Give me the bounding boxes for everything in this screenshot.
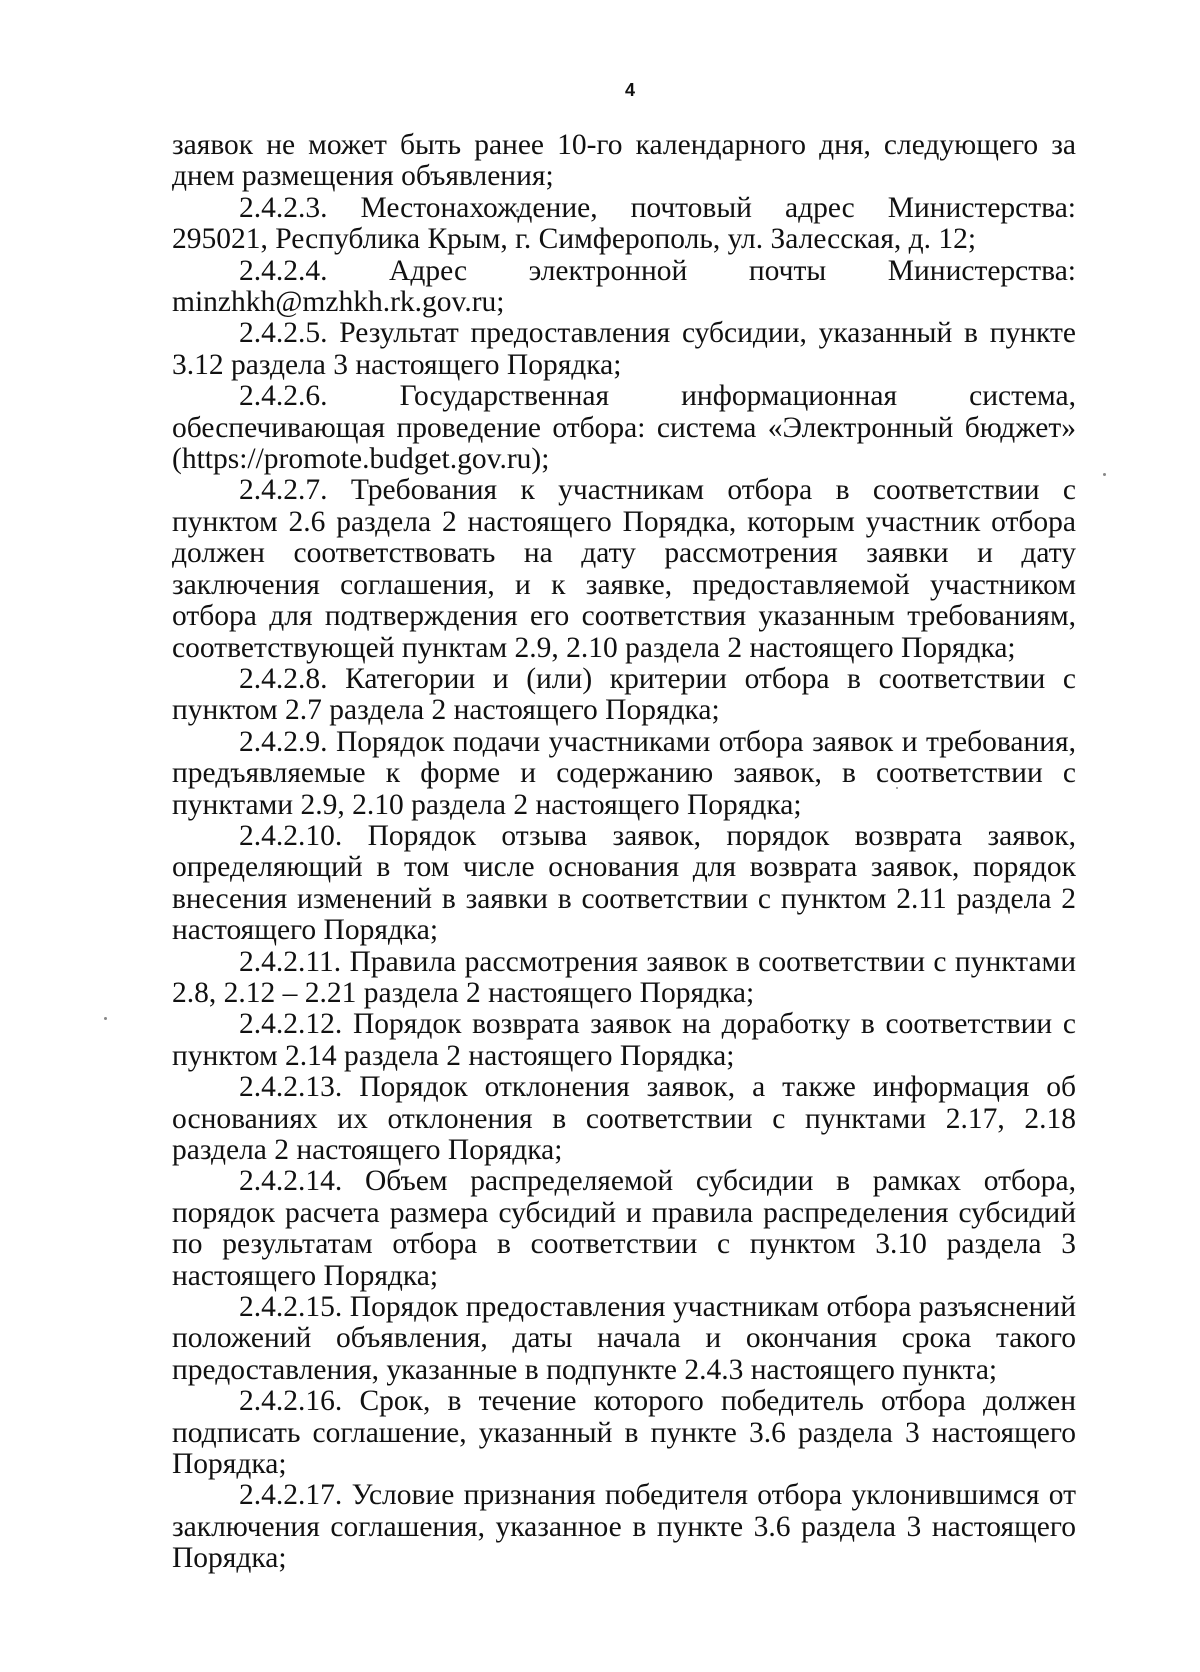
paragraph-2-4-2-3: 2.4.2.3. Местонахождение, почтовый адрес Министерства: 295021, Республика Крым, г. Симферополь, ул. Залесская, д. 12;: [172, 191, 1076, 256]
paragraph-2-4-2-11: 2.4.2.11. Правила рассмотрения заявок в соответствии с пунктами 2.8, 2.12 – 2.21 раздела 2 настоящего Порядка;: [172, 945, 1076, 1009]
paragraph-2-4-2-12: 2.4.2.12. Порядок возврата заявок на доработку в соответствии с пунктом 2.14 раздела 2 настоящего Порядка;: [172, 1008, 1076, 1072]
paragraph-2-4-2-4: 2.4.2.4. Адрес электронной почты Министерства: minzhkh@mzhkh.rk.gov.ru;: [172, 254, 1076, 319]
paragraph-2-4-2-7: 2.4.2.7. Требования к участникам отбора в соответствии с пунктом 2.6 раздела 2 настоящего Порядка, которым участник отбора должен соответствовать на дату рассмотрения заявки и дату заключения соглашения, и к заявке, предоставляемой участником отбора для подтверждения его соответствия указанным требованиям, соответствующей пунктам 2.9, 2.10 раздела 2 настоящего Порядка;: [172, 474, 1076, 664]
page-number: 4: [624, 80, 635, 100]
scan-speck: [1103, 473, 1106, 476]
paragraph-2-4-2-8: 2.4.2.8. Категории и (или) критерии отбора в соответствии с пунктом 2.7 раздела 2 настоящего Порядка;: [172, 662, 1076, 727]
paragraph-2-4-2-17: 2.4.2.17. Условие признания победителя отбора уклонившимся от заключения соглашения, указанное в пункте 3.6 раздела 3 настоящего Порядка;: [172, 1479, 1076, 1575]
paragraph-2-4-2-5: 2.4.2.5. Результат предоставления субсидии, указанный в пункте 3.12 раздела 3 настоящего Порядка;: [172, 317, 1076, 381]
paragraph-2-4-2-14: 2.4.2.14. Объем распределяемой субсидии в рамках отбора, порядок расчета размера субсидий и правила распределения субсидий по результатам отбора в соответствии с пунктом 3.10 раздела 3 настоящего Порядка;: [172, 1165, 1076, 1292]
paragraph-2-4-2-13: 2.4.2.13. Порядок отклонения заявок, а также информация об основаниях их отклонения в соответствии с пунктами 2.17, 2.18 раздела 2 настоящего Порядка;: [172, 1071, 1076, 1166]
paragraph-2-4-2-10: 2.4.2.10. Порядок отзыва заявок, порядок возврата заявок, определяющий в том числе основания для возврата заявок, порядок внесения изменений в заявки в соответствии с пунктом 2.11 раздела 2 настоящего Порядка;: [172, 819, 1076, 947]
paragraph-2-4-2-9: 2.4.2.9. Порядок подачи участниками отбора заявок и требования, предъявляемые к форме и содержанию заявок, в соответствии с пунктами 2.9, 2.10 раздела 2 настоящего Порядка;: [172, 725, 1076, 821]
paragraph-2-4-2-15: 2.4.2.15. Порядок предоставления участникам отбора разъяснений положений объявления, даты начала и окончания срока такого предоставления, указанные в подпункте 2.4.3 настоящего пункта;: [172, 1291, 1076, 1386]
scan-speck: [104, 1017, 107, 1020]
paragraph-2-4-2-16: 2.4.2.16. Срок, в течение которого победитель отбора должен подписать соглашение, указанный в пункте 3.6 раздела 3 настоящего Порядка;: [172, 1385, 1076, 1481]
document-body: [172, 130, 1076, 1575]
paragraph-2-4-2-6: 2.4.2.6. Государственная информационная система, обеспечивающая проведение отбора: система «Электронный бюджет» (https://promote.budget.gov.ru);: [172, 380, 1076, 476]
paragraph-continuation: заявок не может быть ранее 10-го календарного дня, следующего за днем размещения объявления;: [172, 129, 1076, 193]
